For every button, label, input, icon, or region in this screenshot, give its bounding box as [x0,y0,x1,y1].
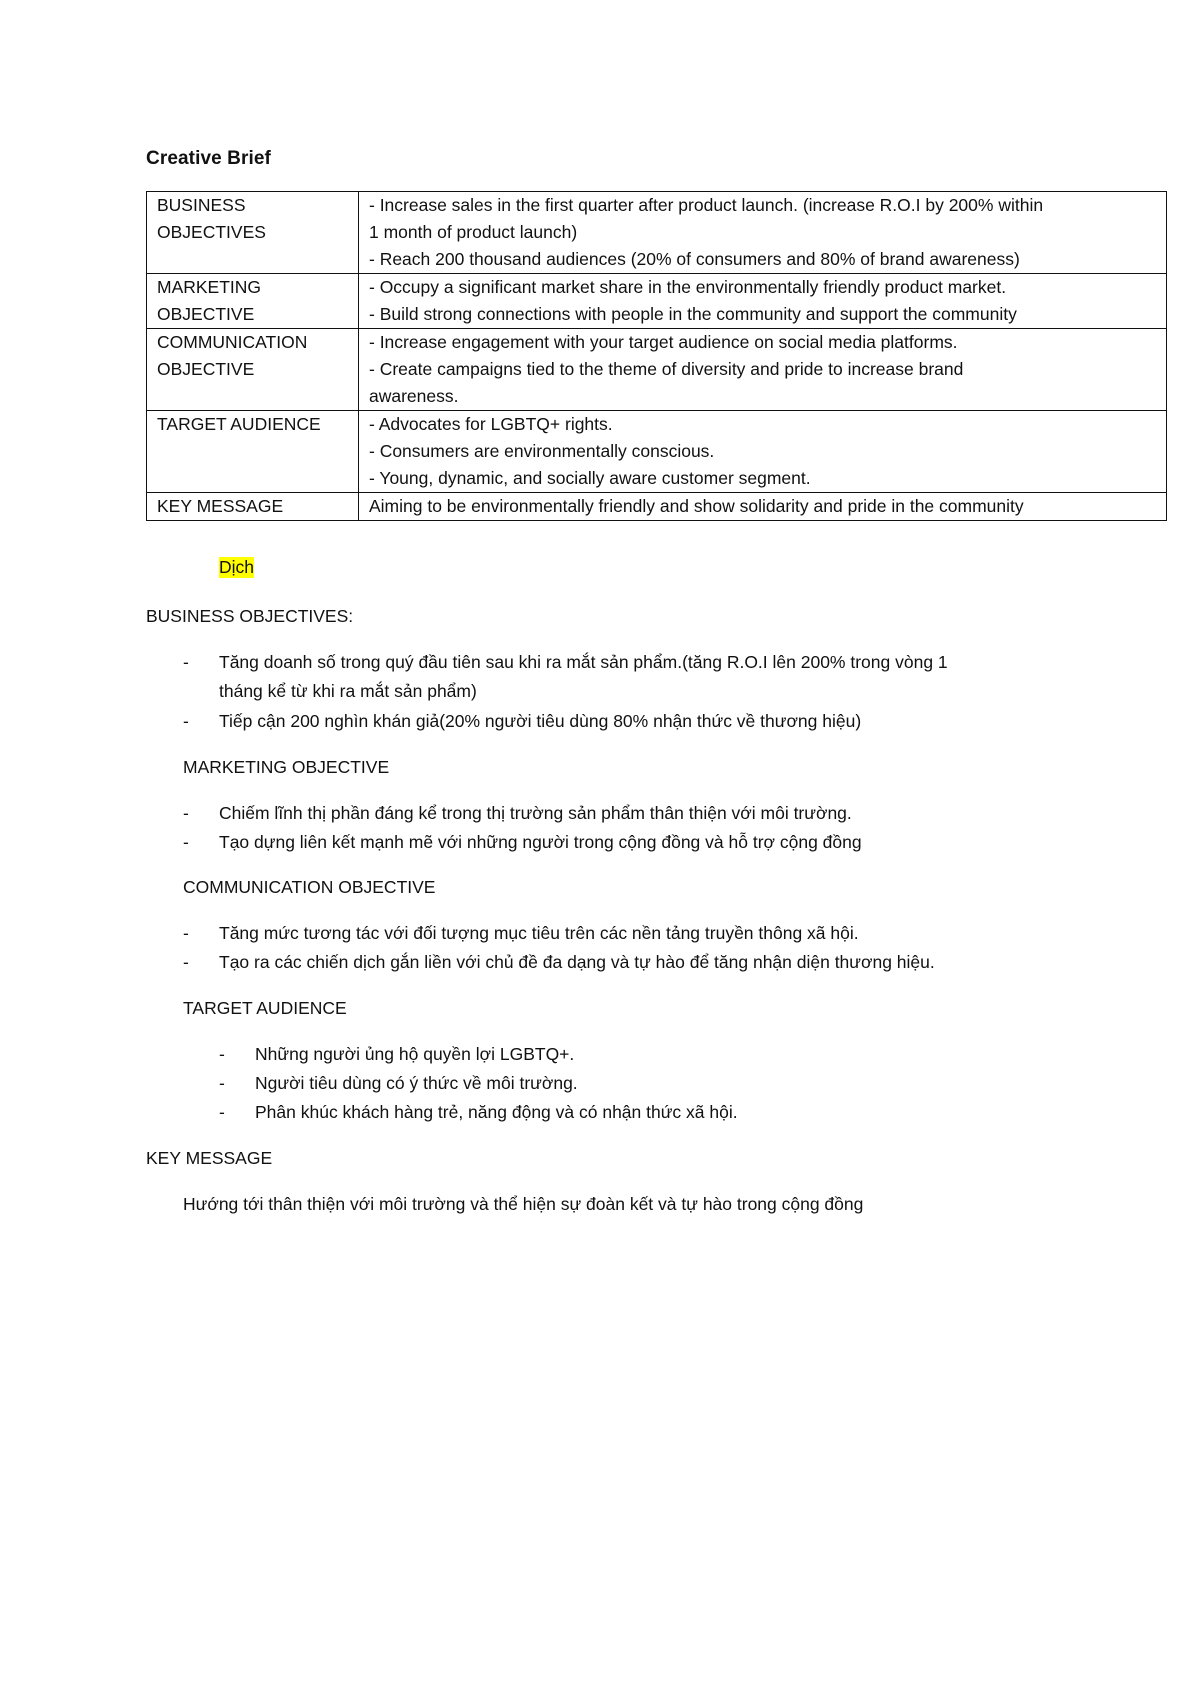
table-row [147,274,1167,329]
content-line: - Consumers are environmentally conscious. [369,441,715,461]
label-line: KEY MESSAGE [157,496,284,516]
row-label-communication-objective [147,329,359,411]
content-line: - Create campaigns tied to the theme of diversity and pride to increase brand [369,359,964,379]
label-line: OBJECTIVE [157,304,255,324]
bullet-dash: - [183,832,189,852]
row-label-key-message [147,493,359,521]
list-item: Những người ủng hộ quyền lợi LGBTQ+. [255,1044,575,1064]
row-label-marketing-objective [147,274,359,329]
bullet-dash: - [183,711,189,731]
bullet-dash: - [183,923,189,943]
list-item: Phân khúc khách hàng trẻ, năng động và có nhận thức xã hội. [255,1102,738,1122]
bullet-dash: - [183,652,189,672]
content-line: - Build strong connections with people in the community and support the community [369,304,1017,324]
marketing-objective-heading: MARKETING OBJECTIVE [183,757,390,777]
content-line: awareness. [369,386,459,406]
content-line: - Reach 200 thousand audiences (20% of consumers and 80% of brand awareness) [369,249,1020,269]
bullet-dash: - [183,803,189,823]
content-line: 1 month of product launch) [369,222,578,242]
row-content-key-message [359,493,1167,521]
content-line: - Young, dynamic, and socially aware customer segment. [369,468,811,488]
label-line: TARGET AUDIENCE [157,414,321,434]
key-message-heading: KEY MESSAGE [146,1148,273,1168]
content-line: - Advocates for LGBTQ+ rights. [369,414,613,434]
content-line: Aiming to be environmentally friendly and show solidarity and pride in the community [369,496,1024,516]
list-item: Tạo ra các chiến dịch gắn liền với chủ đề đa dạng và tự hào để tăng nhận diện thương hiệu. [219,952,935,972]
list-item: tháng kể từ khi ra mắt sản phẩm) [219,681,477,701]
bullet-dash: - [219,1044,225,1064]
list-item: Người tiêu dùng có ý thức về môi trường. [255,1073,578,1093]
business-objectives-heading: BUSINESS OBJECTIVES: [146,606,354,626]
list-item: Tăng doanh số trong quý đầu tiên sau khi ra mắt sản phẩm.(tăng R.O.I lên 200% trong vòng 1 [219,652,948,672]
table-row [147,192,1167,274]
content-line: - Increase engagement with your target audience on social media platforms. [369,332,958,352]
bullet-dash: - [219,1102,225,1122]
row-label-business-objectives [147,192,359,274]
row-label-target-audience [147,411,359,493]
list-item: Tăng mức tương tác với đối tượng mục tiêu trên các nền tảng truyền thông xã hội. [219,923,859,943]
content-line: - Increase sales in the first quarter after product launch. (increase R.O.I by 200% within [369,195,1044,215]
label-line: MARKETING [157,277,262,297]
creative-brief-table [146,191,1167,521]
label-line: OBJECTIVE [157,359,255,379]
table-row [147,329,1167,411]
list-item: Chiếm lĩnh thị phần đáng kể trong thị trường sản phẩm thân thiện với môi trường. [219,803,852,823]
list-item: Tiếp cận 200 nghìn khán giả(20% người tiêu dùng 80% nhận thức về thương hiệu) [219,711,862,731]
row-content-communication-objective [359,329,1167,411]
translation-heading: Dịch [219,557,255,577]
document-title: Creative Brief [146,148,271,169]
bullet-dash: - [183,952,189,972]
row-content-target-audience [359,411,1167,493]
label-line: OBJECTIVES [157,222,266,242]
key-message-text: Hướng tới thân thiện với môi trường và thể hiện sự đoàn kết và tự hào trong cộng đồng [183,1194,864,1214]
table-row [147,411,1167,493]
communication-objective-heading: COMMUNICATION OBJECTIVE [183,877,436,897]
row-content-marketing-objective [359,274,1167,329]
list-item: Tạo dựng liên kết mạnh mẽ với những người trong cộng đồng và hỗ trợ cộng đồng [219,832,862,852]
label-line: BUSINESS [157,195,246,215]
label-line: COMMUNICATION [157,332,308,352]
content-line: - Occupy a significant market share in the environmentally friendly product market. [369,277,1007,297]
table-row [147,493,1167,521]
target-audience-heading: TARGET AUDIENCE [183,998,347,1018]
row-content-business-objectives [359,192,1167,274]
bullet-dash: - [219,1073,225,1093]
